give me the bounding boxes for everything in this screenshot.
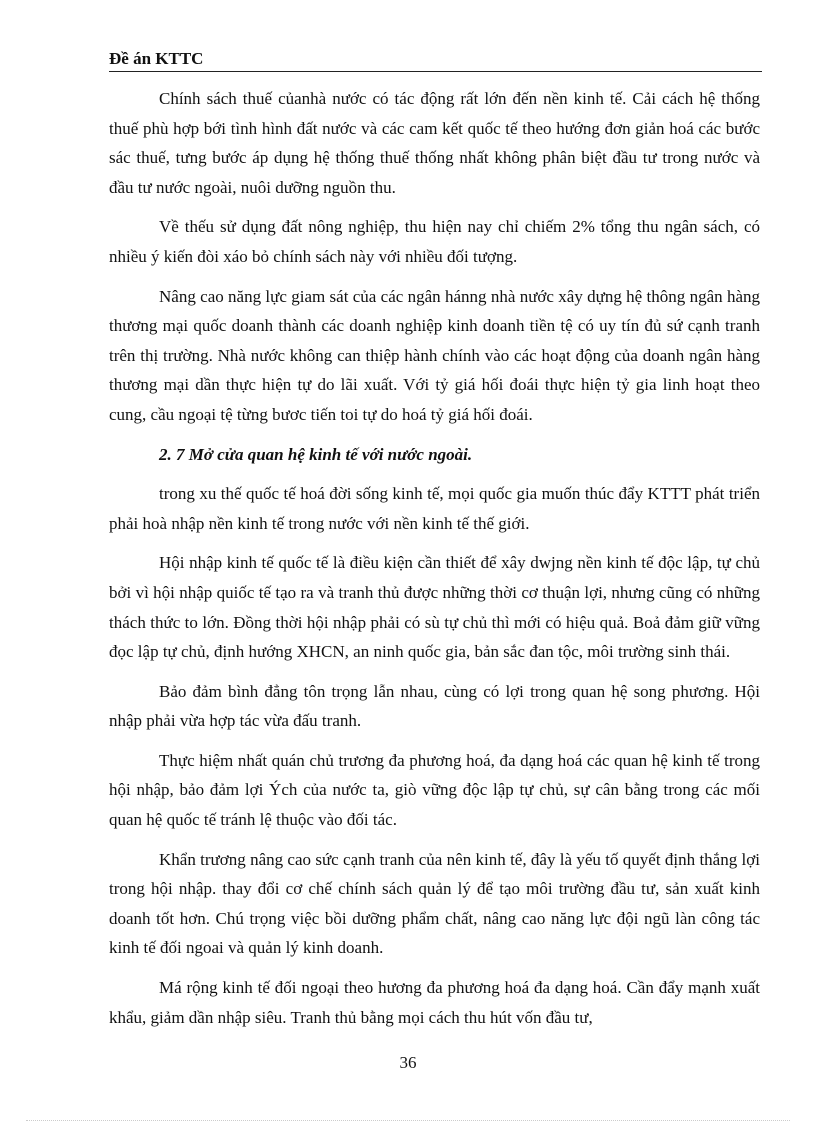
- page-bottom-divider: [26, 1120, 790, 1121]
- paragraph: Nâng cao năng lực giam sát của các ngân hánng nhà nước xây dựng hệ thông ngân hàng thương mại quốc doanh thành các doanh nghiệp kinh doanh tiền tệ có uy tín đủ sứ cạnh tranh trên thị trường. Nhà nước không can thiệp hành chính vào các hoạt động của doanh ngân hàng thương mại dần thực hiện tự do lãi xuất. Với tỷ giá hối đoái thực hiện tỷ gia linh hoạt theo cung, cầu ngoại tệ từng bươc tiến toi tự do hoá tỷ giá hối đoái.: [109, 286, 760, 424]
- paragraph: Hội nhập kinh tế quốc tế là điều kiện cần thiết để xây dwjng nền kinh tế độc lập, tự chủ bởi vì hội nhập quiốc tế tạo ra và tranh thủ được những thời cơ thuận lợi, nhưng cũng có những thách thức to lớn. Đồng thời hội nhập phải có sù tự chủ thì mới có hiệu quả. Boả đảm giữ vững đọc lập tự chủ, định hướng XHCN, an ninh quốc gia, bản sắc đan tộc, môi trường sinh thái.: [109, 553, 760, 662]
- paragraph: Về thếu sử dụng đất nông nghiệp, thu hiện nay chỉ chiếm 2% tổng thu ngân sách, có nhiều ý kiến đòi xáo bỏ chính sách này với nhiều đối tượng.: [109, 217, 760, 266]
- document-body: [109, 84, 760, 1042]
- paragraph: Khẩn trương nâng cao sức cạnh tranh của nên kinh tế, đây là yếu tố quyết định thắng lợi trong hội nhập. thay đổi cơ chế chính sách quản lý để tạo môi trường đầu tư, sản xuất kinh doanh tốt hơn. Chú trọng việc bồi dưỡng phẩm chất, nâng cao năng lực đội ngũ làn công tác kinh tế đối ngoai và quản lý kinh doanh.: [109, 849, 760, 958]
- paragraph: Má rộng kinh tế đối ngoại theo hương đa phương hoá đa dạng hoá. Cần đẩy mạnh xuất khẩu, giảm dần nhập siêu. Tranh thủ bằng mọi cách thu hút vốn đầu tư,: [109, 978, 760, 1027]
- paragraph: trong xu thế quốc tế hoá đời sống kinh tế, mọi quốc gia muốn thúc đẩy KTTT phát triển phải hoà nhập nền kinh tế trong nước với nền kinh tế thế giới.: [109, 484, 760, 533]
- paragraph: Thực hiệm nhất quán chủ trương đa phương hoá, đa dạng hoá các quan hệ kinh tế trong hội nhập, bảo đảm lợi Ých của nước ta, giò vững độc lập tự chủ, sự cân bằng trong các mối quan hệ quốc tế tránh lệ thuộc vào đối tác.: [109, 750, 760, 830]
- document-title: Đề án KTTC: [109, 49, 204, 68]
- section-heading: 2. 7 Mở cửa quan hệ kinh tế với nước ngoài.: [159, 444, 473, 464]
- document-header: [109, 48, 762, 72]
- page-number: 36: [399, 1053, 417, 1072]
- paragraph: Bảo đảm bình đẳng tôn trọng lẫn nhau, cùng có lợi trong quan hệ song phương. Hội nhập phải vừa hợp tác vừa đấu tranh.: [109, 681, 760, 731]
- paragraph: Chính sách thuế củanhà nước có tác động rất lớn đến nền kinh tế. Cải cách hệ thống thuế phù hợp bới tình hình đất nước và các cam kết quốc tế theo hướng đơn giản hoá các bước sác thuế, tưng bước áp dụng hệ thống thuế thống nhất không phân biệt đầu tư trong nước và đầu tư nước ngoài, nuôi dưỡng nguồn thu.: [109, 89, 760, 197]
